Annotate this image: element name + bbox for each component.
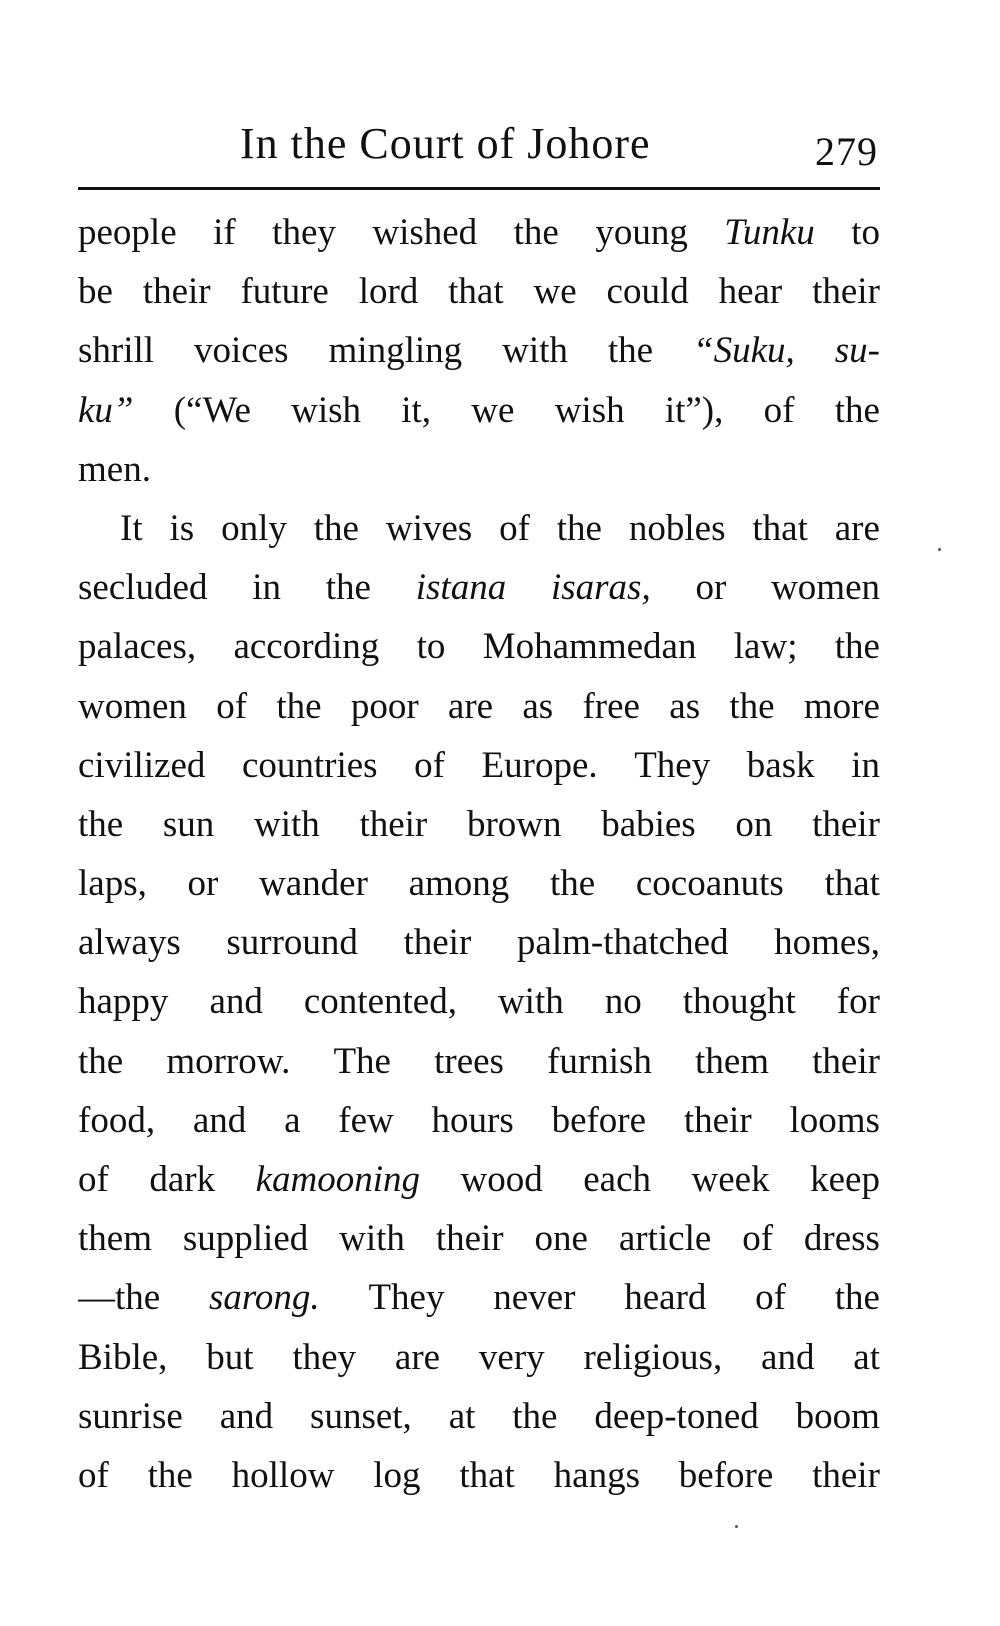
word: wander: [259, 863, 368, 905]
word: Bible,: [78, 1336, 168, 1378]
word: for: [836, 981, 880, 1023]
word: furnish: [547, 1040, 652, 1082]
word: that: [448, 271, 504, 313]
word: if: [213, 212, 236, 253]
word: the: [276, 685, 322, 727]
word: contented,: [303, 981, 457, 1023]
word: homes,: [774, 922, 880, 964]
word: men.: [78, 448, 151, 490]
word: cocoanuts: [635, 863, 784, 905]
word: young: [595, 212, 688, 253]
word: no: [604, 981, 642, 1023]
word: with: [497, 981, 564, 1023]
word: and: [192, 1099, 247, 1141]
word: palaces,: [78, 626, 197, 668]
word: secluded: [78, 567, 208, 609]
text-line: [78, 499, 880, 558]
word: of: [414, 744, 445, 786]
text-line: [78, 262, 880, 321]
running-title: In the Court of Johore: [240, 119, 651, 168]
word: babies: [601, 803, 696, 845]
word: the: [729, 685, 775, 727]
word: sunset,: [310, 1395, 412, 1437]
word: women: [78, 685, 187, 727]
word: boom: [795, 1395, 880, 1437]
word: supplied: [182, 1218, 309, 1260]
word: women: [771, 567, 880, 609]
word: of: [78, 1159, 109, 1200]
text-line: [78, 1032, 880, 1091]
word: dress: [803, 1218, 880, 1260]
word: poor: [350, 685, 419, 727]
word: istana: [415, 567, 507, 609]
text-line: [78, 736, 880, 795]
word: sun: [162, 803, 215, 845]
word: is: [169, 507, 195, 549]
word: before: [678, 1454, 774, 1496]
word: heard: [624, 1277, 707, 1319]
word: or: [187, 863, 219, 905]
page-number: 279: [815, 129, 878, 174]
word: future: [240, 271, 329, 313]
word: civilized: [78, 744, 206, 786]
running-header: [78, 108, 878, 178]
word: the: [556, 507, 602, 549]
word: in: [851, 744, 880, 786]
paper-speck: [938, 548, 941, 551]
word: wives: [385, 507, 473, 549]
text-line: [78, 854, 880, 913]
text-line: [78, 558, 880, 617]
word: them: [78, 1218, 152, 1260]
word: sarong.: [208, 1277, 320, 1319]
word: that: [752, 507, 808, 549]
word: very: [478, 1336, 545, 1378]
word: the: [147, 1454, 193, 1496]
word: free: [582, 685, 640, 727]
word: voices: [194, 330, 289, 372]
header-rule: [78, 187, 880, 190]
word: of: [755, 1277, 786, 1319]
word: of: [499, 507, 530, 549]
word: in: [252, 567, 281, 609]
word: article: [618, 1218, 712, 1260]
word: of: [216, 685, 248, 727]
word: brown: [466, 803, 562, 845]
word: thought: [682, 981, 796, 1023]
word: their: [403, 922, 472, 964]
word: isaras,: [550, 567, 651, 609]
word: the: [834, 389, 880, 431]
word: Mohammedan: [482, 626, 697, 668]
word: su-: [834, 330, 880, 372]
word: only: [221, 507, 287, 549]
word: the: [549, 863, 596, 905]
word: are: [834, 507, 880, 549]
word: their: [812, 1040, 880, 1082]
word: dark: [149, 1159, 216, 1200]
word: we: [471, 389, 515, 431]
word: wood: [460, 1159, 543, 1200]
text-line: [78, 203, 880, 262]
word: and: [761, 1336, 815, 1378]
word: nobles: [628, 507, 726, 549]
text-line: [78, 972, 880, 1031]
word: (“We: [173, 389, 251, 431]
word: each: [583, 1159, 652, 1200]
text-line: [78, 440, 880, 499]
word: it”),: [664, 389, 724, 431]
word: —the: [78, 1277, 161, 1319]
text-line: [78, 1150, 880, 1209]
word: their: [812, 271, 880, 313]
word: are: [394, 1336, 441, 1378]
word: the: [78, 1040, 124, 1082]
text-line: [78, 677, 880, 736]
word: They: [634, 744, 711, 786]
word: people: [78, 212, 177, 253]
word: their: [142, 271, 211, 313]
word: with: [253, 803, 320, 845]
word: that: [824, 863, 880, 905]
word: their: [435, 1218, 504, 1260]
word: looms: [789, 1099, 880, 1141]
word: they: [292, 1336, 357, 1378]
word: be: [78, 271, 113, 313]
word: wish: [554, 389, 625, 431]
word: the: [325, 567, 371, 609]
word: kamooning: [255, 1159, 421, 1200]
word: of: [78, 1454, 109, 1496]
text-line: [78, 913, 880, 972]
word: as: [669, 685, 701, 727]
word: are: [447, 685, 494, 727]
text-line: [78, 617, 880, 676]
word: one: [534, 1218, 588, 1260]
word: hear: [718, 271, 783, 313]
word: Europe.: [481, 744, 598, 786]
word: the: [513, 212, 559, 253]
word: their: [683, 1099, 752, 1141]
word: Tunku: [724, 212, 815, 253]
word: week: [691, 1159, 770, 1200]
paper-speck: [735, 1525, 738, 1528]
word: laps,: [78, 863, 147, 905]
word: the: [313, 507, 359, 549]
word: their: [812, 803, 880, 845]
word: They: [368, 1277, 445, 1319]
word: their: [812, 1454, 880, 1496]
word: the: [607, 330, 654, 372]
word: on: [735, 803, 773, 845]
text-line: [78, 381, 880, 440]
word: according: [233, 626, 380, 668]
word: palm-thatched: [516, 922, 729, 964]
word: hollow: [231, 1454, 335, 1496]
word: deep-toned: [594, 1395, 759, 1437]
word: sunrise: [78, 1395, 183, 1437]
word: and: [219, 1395, 274, 1437]
word: few: [338, 1099, 394, 1141]
text-line: [78, 1446, 880, 1505]
word: to: [851, 212, 880, 253]
word: mingling: [328, 330, 463, 372]
word: of: [742, 1218, 774, 1260]
word: the: [512, 1395, 558, 1437]
word: lord: [358, 271, 419, 313]
word: surround: [226, 922, 358, 964]
word: ku”: [78, 389, 134, 431]
word: and: [209, 981, 263, 1023]
word: bask: [746, 744, 815, 786]
word: or: [695, 567, 727, 609]
word: It: [120, 507, 143, 549]
word: wished: [372, 212, 478, 253]
text-line: [78, 1209, 880, 1268]
word: happy: [78, 981, 169, 1023]
word: with: [502, 330, 568, 372]
word: it,: [401, 389, 432, 431]
word: trees: [434, 1040, 504, 1082]
word: always: [78, 922, 181, 964]
word: The: [333, 1040, 391, 1082]
word: they: [272, 212, 336, 253]
text-line: [78, 795, 880, 854]
text-line: [78, 1268, 880, 1327]
word: hours: [431, 1099, 514, 1141]
word: but: [206, 1336, 254, 1378]
word: to: [416, 626, 446, 668]
word: at: [448, 1395, 476, 1437]
word: log: [373, 1454, 421, 1496]
word: could: [606, 271, 689, 313]
word: wish: [291, 389, 362, 431]
word: before: [551, 1099, 647, 1141]
word: “Suku,: [693, 330, 795, 372]
text-line: [78, 1091, 880, 1150]
word: never: [493, 1277, 576, 1319]
word: religious,: [583, 1336, 723, 1378]
word: hangs: [553, 1454, 640, 1496]
word: with: [339, 1218, 405, 1260]
text-line: [78, 1328, 880, 1387]
text-line: [78, 321, 880, 380]
word: more: [803, 685, 880, 727]
word: of: [763, 389, 795, 431]
text-line: [78, 1387, 880, 1446]
word: them: [695, 1040, 770, 1082]
word: food,: [78, 1099, 156, 1141]
word: the: [834, 626, 880, 668]
word: that: [459, 1454, 515, 1496]
word: countries: [241, 744, 378, 786]
word: at: [853, 1336, 880, 1378]
word: as: [522, 685, 554, 727]
word: shrill: [78, 330, 155, 372]
word: keep: [810, 1159, 880, 1200]
word: we: [533, 271, 577, 313]
word: law;: [733, 626, 798, 668]
word: among: [408, 863, 510, 905]
body-text: [78, 203, 880, 1505]
word: the: [78, 803, 124, 845]
word: morrow.: [166, 1040, 291, 1082]
word: a: [284, 1099, 301, 1141]
word: their: [359, 803, 428, 845]
word: the: [834, 1277, 880, 1319]
